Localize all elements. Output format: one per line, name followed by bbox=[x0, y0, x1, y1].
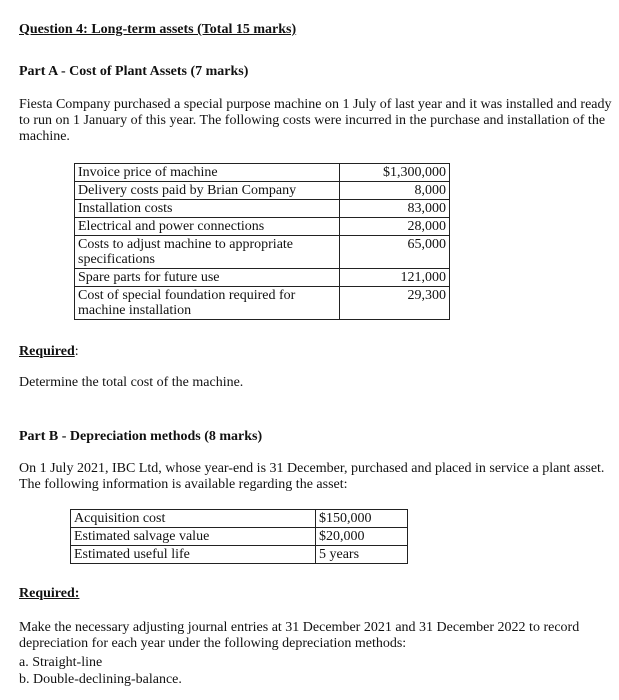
cost-label: Cost of special foundation required for machine installation bbox=[75, 287, 340, 320]
table-row bbox=[71, 510, 408, 528]
cost-value: 83,000 bbox=[340, 200, 450, 218]
question-title: Question 4: Long-term assets (Total 15 marks) bbox=[19, 22, 297, 37]
table-row bbox=[75, 200, 450, 218]
table-row bbox=[75, 269, 450, 287]
cost-label: Invoice price of machine bbox=[75, 164, 340, 182]
part-a-intro: Fiesta Company purchased a special purpose machine on 1 July of last year and it was installed and ready to run on 1 January of this year. The following costs were incurred in the purchase and installation of the machine. bbox=[19, 97, 612, 144]
asset-label: Estimated salvage value bbox=[71, 528, 316, 546]
part-b-required-text: Make the necessary adjusting journal entries at 31 December 2021 and 31 December 2022 to record depreciation for each year under the following depreciation methods: bbox=[19, 620, 580, 651]
method-item: a. Straight-line bbox=[19, 655, 103, 670]
cost-value: $1,300,000 bbox=[340, 164, 450, 182]
cost-value: 28,000 bbox=[340, 218, 450, 236]
cost-label: Electrical and power connections bbox=[75, 218, 340, 236]
cost-value: 8,000 bbox=[340, 182, 450, 200]
cost-value: 29,300 bbox=[340, 287, 450, 320]
table-row bbox=[75, 218, 450, 236]
part-a-required-text: Determine the total cost of the machine. bbox=[19, 375, 244, 390]
cost-value: 121,000 bbox=[340, 269, 450, 287]
table-row bbox=[71, 546, 408, 564]
asset-label: Acquisition cost bbox=[71, 510, 316, 528]
table-row bbox=[75, 236, 450, 269]
cost-table bbox=[74, 163, 450, 320]
part-b-required-label: Required: bbox=[19, 586, 80, 601]
table-row bbox=[75, 164, 450, 182]
part-b-title: Part B - Depreciation methods (8 marks) bbox=[19, 429, 263, 444]
cost-label: Costs to adjust machine to appropriate specifications bbox=[75, 236, 340, 269]
cost-label: Spare parts for future use bbox=[75, 269, 340, 287]
required-label: Required bbox=[19, 344, 75, 359]
part-a-title: Part A - Cost of Plant Assets (7 marks) bbox=[19, 64, 249, 79]
cost-label: Installation costs bbox=[75, 200, 340, 218]
cost-value: 65,000 bbox=[340, 236, 450, 269]
cost-label: Delivery costs paid by Brian Company bbox=[75, 182, 340, 200]
required-colon: : bbox=[74, 344, 79, 359]
asset-value: 5 years bbox=[316, 546, 408, 564]
asset-value: $20,000 bbox=[316, 528, 408, 546]
asset-label: Estimated useful life bbox=[71, 546, 316, 564]
table-row bbox=[75, 287, 450, 320]
asset-value: $150,000 bbox=[316, 510, 408, 528]
method-item: b. Double-declining-balance. bbox=[19, 672, 182, 687]
part-a-required bbox=[19, 344, 79, 360]
table-row bbox=[75, 182, 450, 200]
asset-table bbox=[70, 509, 408, 564]
table-row bbox=[71, 528, 408, 546]
part-b-intro: On 1 July 2021, IBC Ltd, whose year-end is 31 December, purchased and placed in service a plant asset. The following information is available regarding the asset: bbox=[19, 461, 605, 492]
